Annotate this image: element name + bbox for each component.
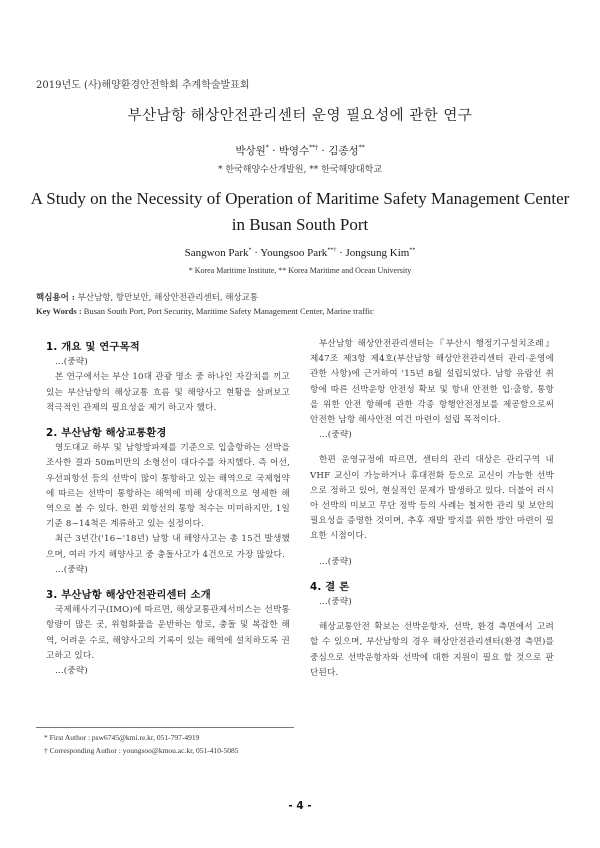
right-omission-1: ...(중략): [319, 430, 352, 441]
footnote-corresponding-author: † Corresponding Author : youngsoo@kmou.ac.kr, 051-410-5085: [44, 746, 239, 755]
author-1-en-mark: *: [248, 247, 252, 254]
left-column: [46, 340, 290, 679]
conference-header: 2019년도 (사)해양환경안전학회 추계학술발표회: [36, 80, 250, 91]
keywords-korean-label: 핵심용어 :: [36, 293, 75, 303]
english-title-line-1: A Study on the Necessity of Operation of Maritime Safety Management Center: [30, 189, 570, 208]
korean-title: 부산남항 해상안전관리센터 운영 필요성에 관한 연구: [127, 108, 473, 124]
english-title: [30, 186, 570, 238]
section-2-paragraph-2: 최근 3년간('16~'18년) 남항 내 해양사고는 총 15건 발생했으며, 여러 가지 해양사고 중 충돌사고가 4건으로 가장 많았다.: [46, 534, 290, 560]
keywords-korean: [36, 291, 258, 303]
english-title-line-2: in Busan South Port: [231, 215, 369, 234]
keywords-english-label: Key Words :: [36, 306, 82, 316]
author-1-mark: *: [265, 144, 269, 152]
right-paragraph-2: 한편 운영규정에 따르면, 센터의 관리 대상은 관리구역 내 VHF 교신이 가능하거나 휴대전화 등으로 교신이 가능한 선박으로 정하고 있어, 현실적인 문제가 발생하고 있다. 더불어 러시아 선박의 미보고 무단 정박 등의 사례는 철저한 관리 및 보안의 필요성을 증명한 것이며, 추후 재발 방지를 위한 방안 마련이 필요한 시점이다.: [310, 455, 554, 542]
section-3-title: 3. 부산남항 해상안전관리센터 소개: [46, 589, 211, 602]
section-1-paragraph: 본 연구에서는 부산 10대 관광 명소 중 하나인 자갈치를 끼고 있는 부산남항의 해상교통 흐름 및 해양사고 현황을 살펴보고 적극적인 관제의 필요성을 제기 하고자 했다.: [46, 372, 290, 413]
section-2-title: 2. 부산남항 해상교통환경: [46, 427, 167, 440]
section-4-omission: ...(중략): [319, 597, 352, 608]
keywords-korean-value: 부산남항, 항만보안, 해상안전관리센터, 해상교통: [74, 293, 259, 303]
section-1-title: 1. 개요 및 연구목적: [46, 341, 140, 353]
right-paragraph-1: 부산남항 해상안전관리센터는『부산시 행정기구설치조례』제47조 제3항 제4호(부산남항 해상안전관리센터 관리·운영에 관한 사항)에 근거하여 '15년 8월 설립되었다. 남항 유람선 취항에 따른 선박운항 안전성 확보 및 항내 안전한 입·출항, 통항을 위한 안전 항해에 관한 각종 항행안전정보를 제공함으로써 안전한 남항 해사안전 여건 마련이 설립 목적이다.: [310, 339, 554, 426]
korean-affiliation: * 한국해양수산개발원, ** 한국해양대학교: [217, 165, 383, 175]
author-3-ko: · 김종성: [318, 145, 359, 157]
section-1-omission: ...(중략): [55, 357, 88, 368]
keywords-english-value: Busan South Port, Port Security, Maritime Safety Management Center, Marine traffic: [81, 306, 374, 316]
author-2-mark: **†: [309, 144, 319, 152]
footnote-divider: [36, 727, 294, 728]
section-3-omission: ...(중략): [55, 666, 88, 677]
author-2-ko: · 박영수: [268, 145, 310, 157]
author-3-en-mark: **: [409, 247, 416, 254]
page-number: - 4 -: [288, 800, 312, 812]
author-3-en: · Jongsung Kim: [336, 247, 410, 259]
section-4-paragraph: 해상교통안전 확보는 선박운항자, 선박, 환경 측면에서 고려할 수 있으며, 부산남항의 경우 해상안전관리센터(환경 측면)를 중심으로 선박운항자와 선박에 대한 지원이 필요 할 것으로 판단된다.: [310, 622, 554, 678]
author-2-en: · Youngsoo Park: [251, 247, 328, 259]
section-4-title: 4. 결 론: [310, 580, 350, 593]
author-3-mark: **: [358, 144, 365, 152]
author-1-ko: 박상원: [235, 145, 266, 157]
english-affiliation: * Korea Maritime Institute, ** Korea Maritime and Ocean University: [188, 266, 412, 275]
right-omission-2: ...(중략): [319, 556, 352, 567]
section-3-paragraph: 국제해사기구(IMO)에 따르면, 해상교통관제서비스는 선박통항량이 많은 곳, 위험화물을 운반하는 항로, 충돌 및 복잡한 해역, 어려운 수로, 해양사고의 기록이 있는 해역에 설치하도록 권고하고 있다.: [46, 605, 290, 661]
section-2-omission: ...(중략): [55, 564, 88, 575]
author-1-en: Sangwon Park: [184, 247, 249, 259]
right-column: [310, 337, 554, 681]
author-2-en-mark: **†: [327, 247, 337, 254]
keywords-english: [36, 306, 374, 316]
footnote-first-author: * First Author : psw6745@kmi.re.kr, 051-797-4919: [44, 733, 200, 742]
korean-authors: [0, 143, 600, 158]
section-2-paragraph-1: 영도대교 하부 및 남항방파제를 기준으로 입출항하는 선박을 조사한 결과 50m미만의 소형선이 대다수를 차지했다. 즉 어선, 우선피항선 등의 선박이 많이 통항하고 있는 해역으로 국제협약에 따르는 선박이 통항하는 해역에 비해 상대적으로 영세한 해역으로 볼 수 있다. 한편 외항선의 통항 척수는 미미하지만, 1일기준 8~14척은 계류하고 있는 실정이다.: [46, 443, 290, 530]
english-authors: [0, 247, 600, 259]
